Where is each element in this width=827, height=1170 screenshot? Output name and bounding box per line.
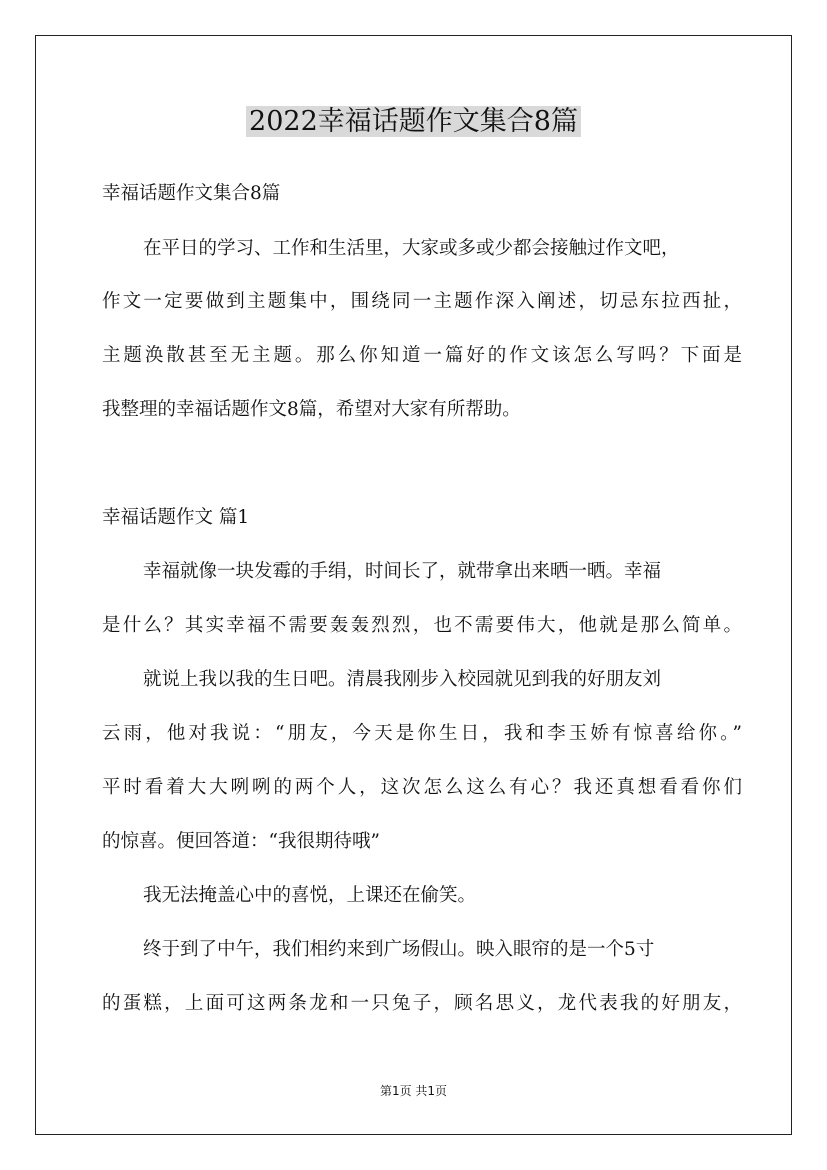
document-subtitle: 幸福话题作文集合8篇 xyxy=(102,183,281,204)
body-line: 就说上我以我的生日吧。清晨我刚步入校园就见到我的好朋友刘 xyxy=(143,669,662,690)
section-heading: 幸福话题作文 篇1 xyxy=(102,507,250,528)
document-title xyxy=(0,100,827,144)
body-line: 幸福就像一块发霉的手绢，时间长了，就带拿出来晒一晒。幸福 xyxy=(143,561,662,582)
body-line: 云雨，他对我说：“朋友，今天是你生日，我和李玉娇有惊喜给你。” xyxy=(102,723,742,744)
body-line: 是什么？其实幸福不需要轰轰烈烈，也不需要伟大，他就是那么简单。 xyxy=(102,615,742,636)
body-line: 的惊喜。便回答道：“我很期待哦” xyxy=(102,831,380,852)
body-line: 的蛋糕，上面可这两条龙和一只兔子，顾名思义，龙代表我的好朋友， xyxy=(102,993,742,1014)
intro-line: 我整理的幸福话题作文8篇，希望对大家有所帮助。 xyxy=(102,399,521,420)
body-line: 平时看着大大咧咧的两个人，这次怎么这么有心？我还真想看看你们 xyxy=(102,777,742,798)
body-line: 我无法掩盖心中的喜悦，上课还在偷笑。 xyxy=(143,885,477,906)
body-line: 终于到了中午，我们相约来到广场假山。映入眼帘的是一个5寸 xyxy=(143,939,655,960)
intro-line: 在平日的学习、工作和生活里，大家或多或少都会接触过作文吧， xyxy=(143,238,680,259)
intro-line: 主题涣散甚至无主题。那么你知道一篇好的作文该怎么写吗？下面是 xyxy=(102,345,742,366)
page-footer: 第1页 共1页 xyxy=(379,1084,448,1098)
intro-line: 作文一定要做到主题集中，围绕同一主题作深入阐述，切忌东拉西扯， xyxy=(102,291,742,312)
document-title-text: 2022幸福话题作文集合8篇 xyxy=(246,106,581,137)
